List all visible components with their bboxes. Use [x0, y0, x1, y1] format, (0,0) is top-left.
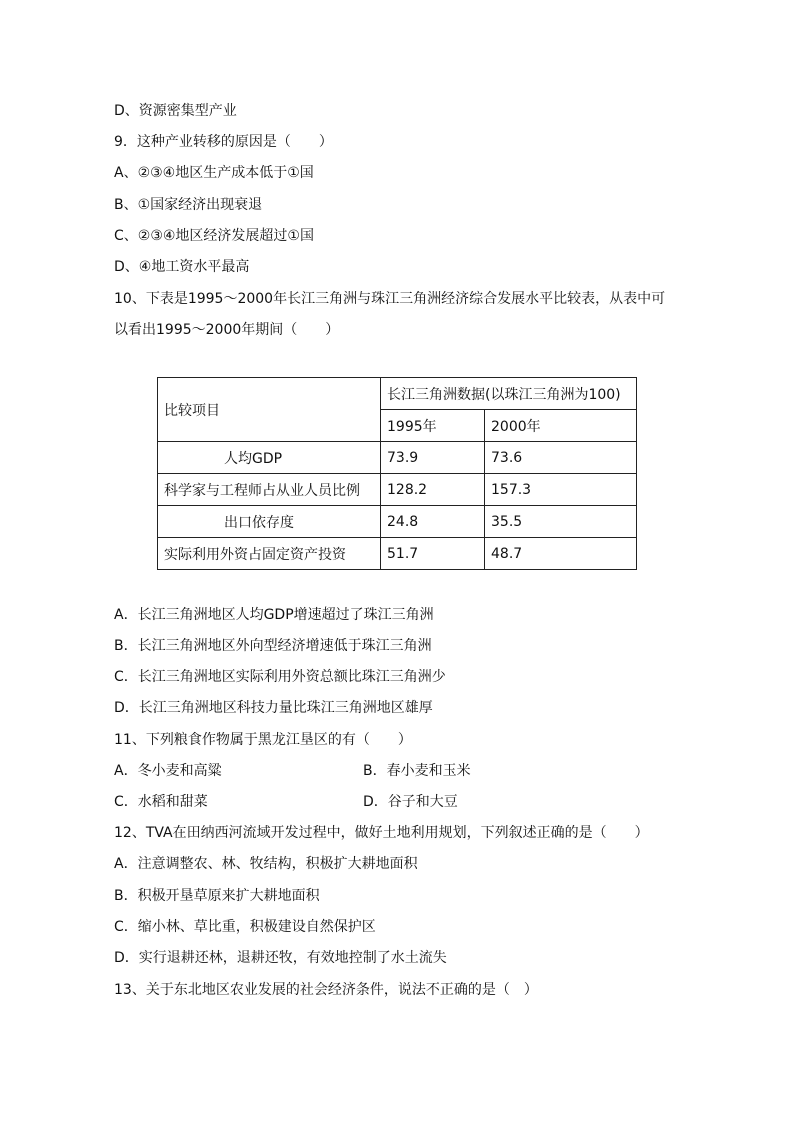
header-item: 比较项目: [158, 378, 381, 442]
table-row: [158, 506, 637, 538]
question-10-stem-line1: 10、下表是1995～2000年长江三角洲与珠江三角洲经济综合发展水平比较表，从表中可: [114, 291, 666, 307]
question-12-option-d: D．实行退耕还林，退耕还牧，有效地控制了水土流失: [114, 950, 447, 966]
question-12-option-b: B．积极开垦草原来扩大耕地面积: [114, 888, 320, 904]
header-year-2000: 2000年: [485, 410, 637, 442]
question-13-stem: 13、关于东北地区农业发展的社会经济条件，说法不正确的是（ ）: [114, 982, 538, 998]
row-item: 实际利用外资占固定资产投资: [158, 538, 381, 570]
table-header-row: [158, 378, 637, 410]
question-9-option-c: C、②③④地区经济发展超过①国: [114, 228, 314, 244]
table-row: [158, 474, 637, 506]
table-row: [158, 442, 637, 474]
question-11-stem: 11、下列粮食作物属于黑龙江垦区的有（ ）: [114, 732, 412, 748]
question-12-option-a: A．注意调整农、林、牧结构，积极扩大耕地面积: [114, 856, 418, 872]
question-9-option-d: D、④地工资水平最高: [114, 259, 250, 275]
row-value-1995: 24.8: [381, 506, 485, 538]
row-value-2000: 73.6: [485, 442, 637, 474]
question-11-option-c: C．水稻和甜菜: [114, 794, 208, 810]
question-10-stem-line2: 以看出1995～2000年期间（ ）: [114, 322, 340, 338]
header-year-1995: 1995年: [381, 410, 485, 442]
row-value-1995: 51.7: [381, 538, 485, 570]
question-11-option-b: B．春小麦和玉米: [363, 763, 471, 779]
question-10-option-a: A．长江三角洲地区人均GDP增速超过了珠江三角洲: [114, 607, 434, 623]
row-value-1995: 128.2: [381, 474, 485, 506]
row-value-2000: 35.5: [485, 506, 637, 538]
question-9-stem: 9．这种产业转移的原因是（ ）: [114, 134, 333, 150]
question-9-option-a: A、②③④地区生产成本低于①国: [114, 165, 314, 181]
row-value-2000: 48.7: [485, 538, 637, 570]
question-12-option-c: C．缩小林、草比重，积极建设自然保护区: [114, 919, 376, 935]
question-9-option-b: B、①国家经济出现衰退: [114, 197, 263, 213]
table-row: [158, 538, 637, 570]
comparison-table: [157, 377, 637, 570]
question-10-option-c: C．长江三角洲地区实际利用外资总额比珠江三角洲少: [114, 669, 446, 685]
question-12-stem: 12、TVA在田纳西河流域开发过程中，做好土地利用规划，下列叙述正确的是（ ）: [114, 825, 649, 841]
row-item: 出口依存度: [158, 506, 381, 538]
question-10-option-b: B．长江三角洲地区外向型经济增速低于珠江三角洲: [114, 638, 432, 654]
row-value-1995: 73.9: [381, 442, 485, 474]
question-11-option-a: A．冬小麦和高粱: [114, 763, 222, 779]
prev-question-option-d: D、资源密集型产业: [114, 103, 237, 119]
question-10-option-d: D．长江三角洲地区科技力量比珠江三角洲地区雄厚: [114, 700, 433, 716]
row-item: 科学家与工程师占从业人员比例: [158, 474, 381, 506]
row-item: 人均GDP: [158, 442, 381, 474]
header-group: 长江三角洲数据(以珠江三角洲为100): [381, 378, 637, 410]
row-value-2000: 157.3: [485, 474, 637, 506]
question-11-option-d: D．谷子和大豆: [363, 794, 458, 810]
